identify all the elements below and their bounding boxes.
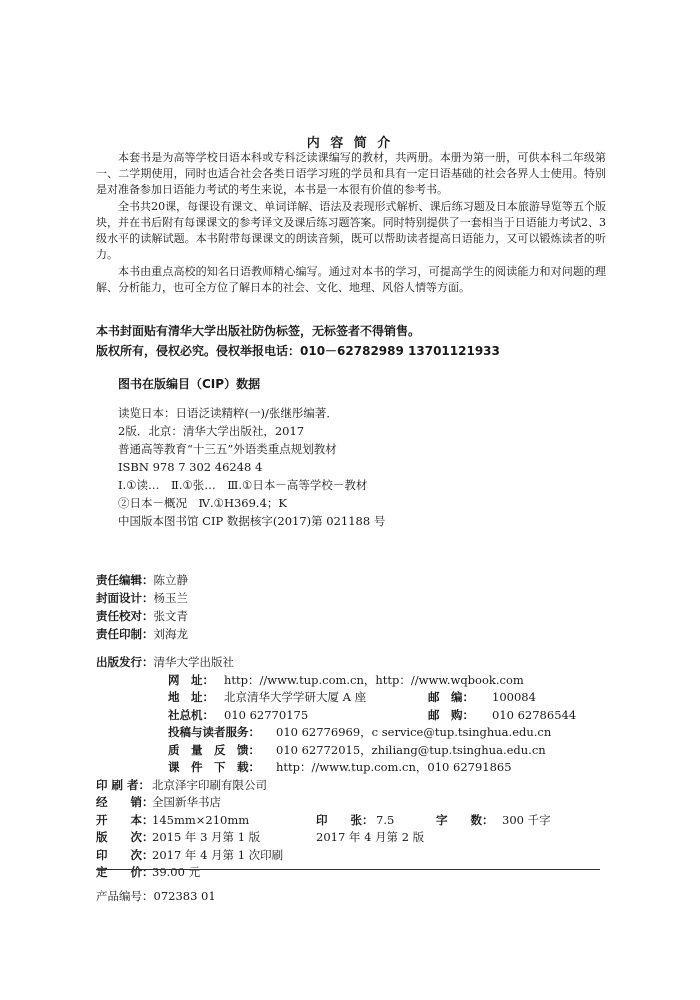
staff-label: 责任编辑： [96, 573, 154, 587]
publisher-info [96, 654, 616, 882]
cip-data [118, 404, 598, 512]
cip-line: 2版．北京：清华大学出版社，2017 [118, 424, 305, 438]
intro-paragraph: 本套书是为高等学校日语本科或专科泛读课编写的教材，共两册。本册为第一册，可供本科二年级第一、二学期使用，同时也适合社会各类日语学习班的学员和具有一定日语基础的社会各界人士使用。特别是对准备参加日语能力考试的考生来说，本书是一本很有价值的参考书。 [96, 151, 606, 196]
staff-row [96, 607, 188, 625]
printer-label: 印 刷 者： [96, 777, 151, 792]
copyright-notice: 版权所有，侵权必究。侵权举报电话：010－62782989 13701121933 [96, 344, 500, 358]
distributor-label: 经 销： [96, 795, 154, 809]
price-row [96, 864, 616, 882]
staff-row [96, 571, 188, 589]
price-value: 39.00 元 [152, 865, 201, 879]
address-label: 地 址： [168, 690, 214, 704]
cip-record-number: 中国版本图书馆 CIP 数据核字(2017)第 021188 号 [118, 514, 386, 528]
download-label: 课 件 下 载： [168, 760, 260, 774]
publisher-label: 出版发行： [96, 655, 154, 669]
mail-order-value: 010 62786544 [492, 707, 577, 722]
printing-value: 2017 年 4 月第 1 次印刷 [152, 847, 284, 862]
quality-row [96, 742, 616, 760]
edition-value: 2017 年 4 月第 2 版 [316, 830, 425, 844]
staff-label: 责任印制： [96, 627, 154, 641]
divider [96, 869, 600, 870]
intro-paragraph: 全书共20课，每课设有课文、单词详解、语法及表现形式解析、课后练习题及日本旅游导览等五个版块，并在书后附有每课课文的参考译文及课后练习题答案。同时特别提供了一套相当于日语能力考试2、3级水平的读解试题。本书附带每课课文的朗读音频，既可以帮助读者提高日语能力，又可以锻炼读者的听力。 [96, 200, 606, 261]
printer-row [96, 777, 616, 795]
publisher-name: 清华大学出版社 [153, 655, 234, 669]
address-value: 北京清华大学学研大厦 A 座 [224, 690, 367, 704]
anti-counterfeit-notice: 本书封面贴有清华大学出版社防伪标签，无标签者不得销售。 [96, 324, 421, 338]
download-value: http：//www.tup.com.cn，010 62791865 [276, 760, 512, 774]
service-row [96, 724, 616, 742]
download-row [96, 759, 616, 777]
postcode-value: 100084 [492, 690, 536, 704]
quality-label: 质 量 反 馈： [168, 742, 260, 757]
cip-line: Ⅰ.①读… Ⅱ.①张… Ⅲ.①日本－高等学校－教材 [118, 478, 368, 492]
postcode-label: 邮 编： [428, 690, 474, 704]
sheets-label: 印 张： [316, 812, 374, 827]
printing-row [96, 847, 616, 865]
printer-value: 北京泽宇印刷有限公司 [152, 777, 267, 792]
size-value: 145mm×210mm [152, 812, 250, 827]
word-count-value: 300 千字 [502, 812, 551, 827]
cip-line: 普通高等教育“十三五”外语类重点规划教材 [118, 442, 337, 456]
size-row [96, 812, 616, 830]
staff-value: 陈立静 [153, 573, 188, 587]
staff-label: 责任校对： [96, 609, 154, 623]
distributor-row [96, 794, 616, 812]
switchboard-row [96, 707, 616, 725]
staff-value: 杨玉兰 [153, 591, 188, 605]
product-number [96, 888, 216, 904]
word-count-label: 字 数： [436, 812, 494, 827]
product-number-label: 产品编号： [96, 889, 154, 903]
intro-section [96, 150, 606, 297]
switchboard-label: 社总机： [168, 707, 214, 722]
edition-label: 版 次： [96, 830, 154, 844]
edition-row [96, 829, 616, 847]
mail-order-label: 邮 购： [428, 707, 474, 722]
cip-line: ②日本－概况 Ⅳ.①H369.4；K [118, 496, 287, 510]
intro-paragraph: 本书由重点高校的知名日语教师精心编写。通过对本书的学习，可提高学生的阅读能力和对问题的理解、分析能力，也可全方位了解日本的社会、文化、地理、风俗人情等方面。 [96, 265, 606, 294]
printing-label: 印 次： [96, 847, 154, 862]
quality-value: 010 62772015，zhiliang@tup.tsinghua.edu.cn [276, 742, 546, 757]
sheets-value: 7.5 [376, 812, 395, 827]
publisher-row [96, 654, 616, 672]
distributor-value: 全国新华书店 [152, 795, 221, 809]
cip-line: 读览日本：日语泛读精粹(一)/张继彤编著． [118, 406, 338, 420]
staff-list [96, 571, 188, 643]
edition-value: 2015 年 3 月第 1 版 [152, 830, 261, 844]
service-value: 010 62776969，c service@tup.tsinghua.edu.cn [276, 725, 552, 739]
website-value: http：//www.tup.com.cn，http：//www.wqbook.com [224, 672, 524, 687]
staff-value: 张文青 [153, 609, 188, 623]
website-label: 网 址： [168, 672, 214, 687]
cip-heading: 图书在版编目（CIP）数据 [118, 377, 261, 391]
staff-row [96, 625, 188, 643]
service-label: 投稿与读者服务： [168, 725, 260, 739]
product-number-value: 072383 01 [153, 889, 216, 903]
size-label: 开 本： [96, 812, 154, 827]
section-title: 内 容 简 介 [306, 136, 394, 151]
staff-label: 封面设计： [96, 591, 154, 605]
switchboard-value: 010 62770175 [224, 707, 309, 722]
cip-line: ISBN 978 7 302 46248 4 [118, 460, 263, 474]
website-row [96, 672, 616, 690]
address-row [96, 689, 616, 707]
staff-row [96, 589, 188, 607]
price-label: 定 价： [96, 865, 154, 879]
staff-value: 刘海龙 [153, 627, 188, 641]
